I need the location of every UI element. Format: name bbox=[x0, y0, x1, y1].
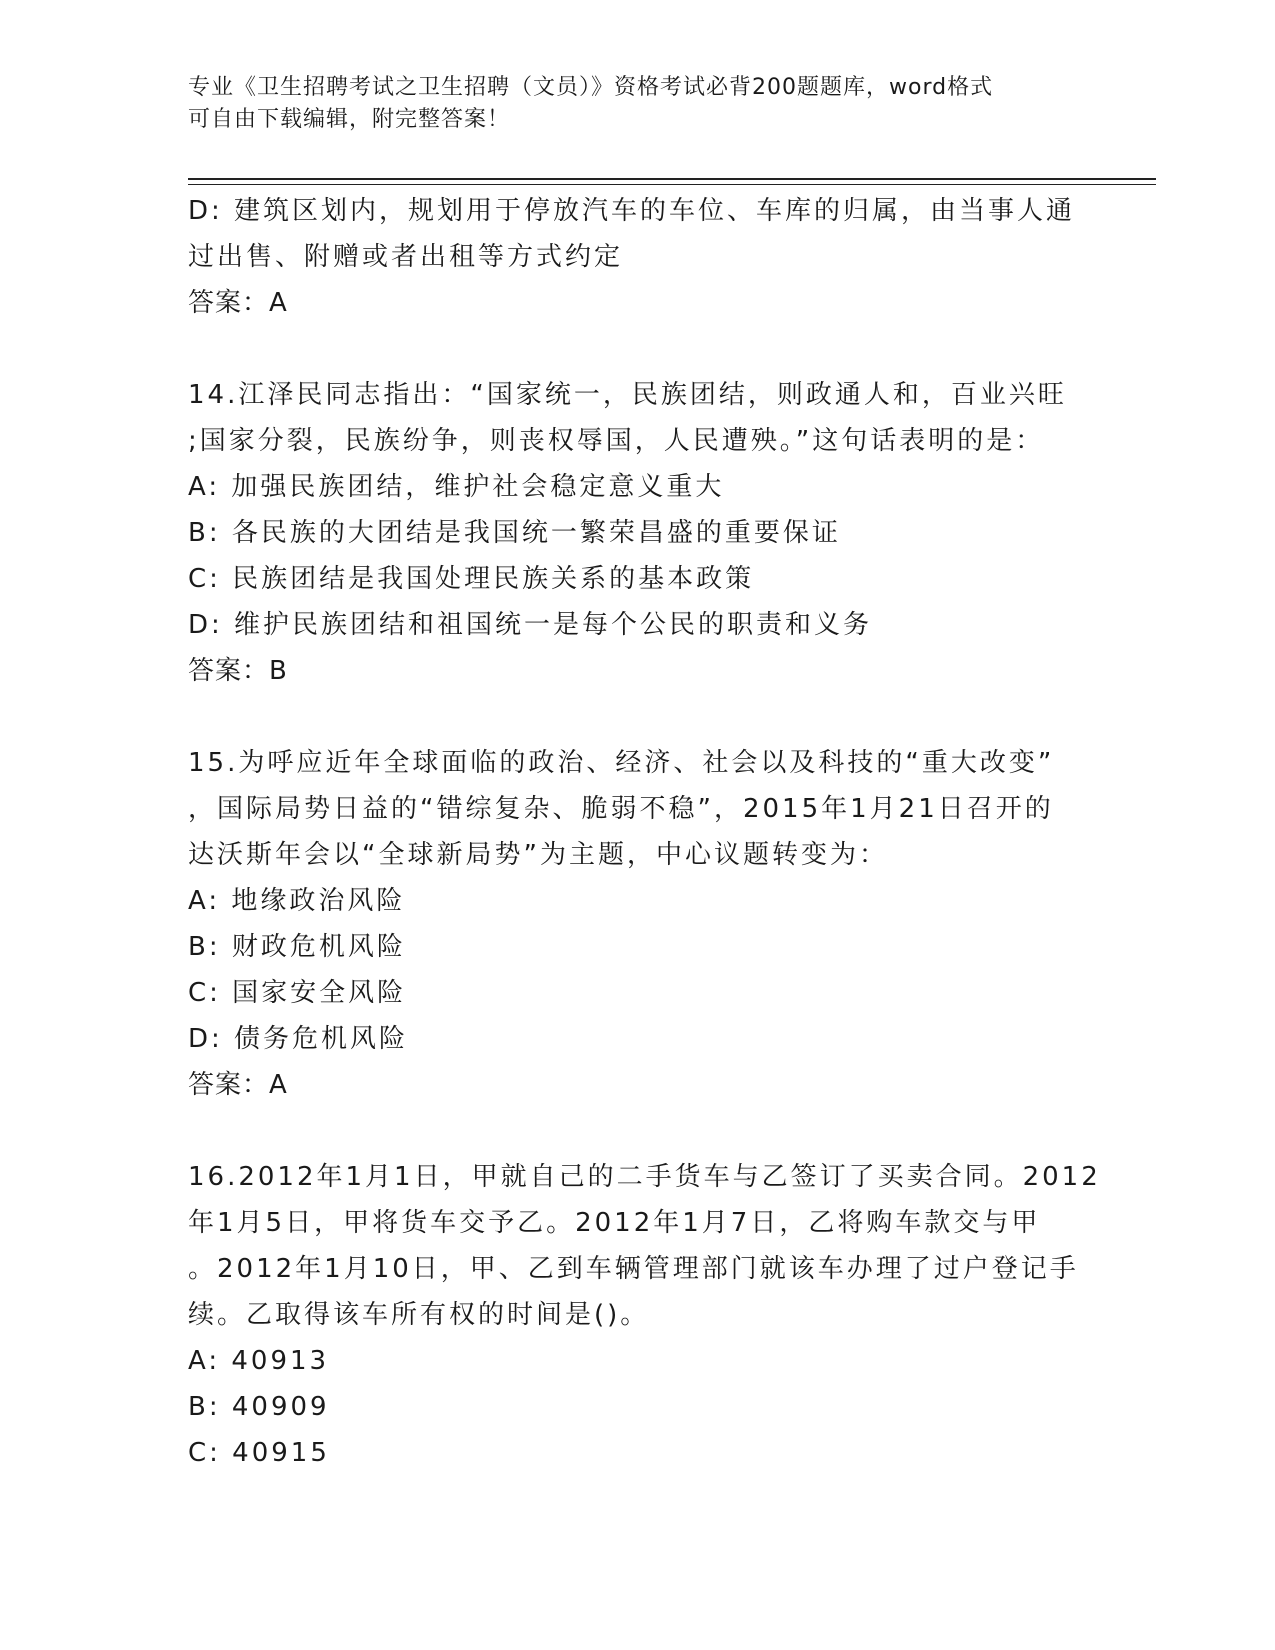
q16-option-c: C: 40915 bbox=[188, 1438, 330, 1468]
q15-stem-line-1: 15.为呼应近年全球面临的政治、经济、社会以及科技的“重大改变” bbox=[188, 748, 1055, 778]
q14-option-d: D: 维护民族团结和祖国统一是每个公民的职责和义务 bbox=[188, 610, 873, 640]
q16-stem-line-4: 续。乙取得该车所有权的时间是()。 bbox=[188, 1300, 650, 1330]
spacer bbox=[188, 1108, 1078, 1154]
q13-option-d-line-2: 过出售、附赠或者出租等方式约定 bbox=[188, 242, 624, 272]
q16-option-a: A: 40913 bbox=[188, 1346, 330, 1376]
question-16 bbox=[188, 1154, 1101, 1476]
header-title-line-1: 专业《卫生招聘考试之卫生招聘（文员）》资格考试必背200题题库，word格式 bbox=[188, 75, 994, 100]
header-divider-thick bbox=[188, 178, 1156, 180]
q14-stem-line-1: 14.江泽民同志指出：“国家统一，民族团结，则政通人和，百业兴旺 bbox=[188, 380, 1067, 410]
q15-stem-line-3: 达沃斯年会以“全球新局势”为主题，中心议题转变为： bbox=[188, 840, 888, 870]
q14-answer: 答案：B bbox=[188, 656, 288, 686]
q15-option-d: D: 债务危机风险 bbox=[188, 1024, 409, 1054]
header-title-line-2: 可自由下载编辑，附完整答案！ bbox=[188, 107, 511, 132]
spacer bbox=[188, 326, 1078, 372]
question-13 bbox=[188, 188, 1078, 326]
q15-option-b: B: 财政危机风险 bbox=[188, 932, 406, 962]
q16-option-b: B: 40909 bbox=[188, 1392, 330, 1422]
q14-option-a: A: 加强民族团结，维护社会稳定意义重大 bbox=[188, 472, 725, 502]
q14-option-b: B: 各民族的大团结是我国统一繁荣昌盛的重要保证 bbox=[188, 518, 841, 548]
header-divider-thin bbox=[188, 184, 1156, 185]
document-header bbox=[188, 72, 1088, 136]
q15-stem-line-2: ，国际局势日益的“错综复杂、脆弱不稳”，2015年1月21日召开的 bbox=[188, 794, 1054, 824]
q13-option-d-line-1: D: 建筑区划内，规划用于停放汽车的车位、车库的归属，由当事人通 bbox=[188, 196, 1076, 226]
q15-answer: 答案：A bbox=[188, 1070, 288, 1100]
q16-stem-line-2: 年1月5日，甲将货车交予乙。2012年1月7日，乙将购车款交与甲 bbox=[188, 1208, 1041, 1238]
q16-stem-line-3: 。2012年1月10日，甲、乙到车辆管理部门就该车办理了过户登记手 bbox=[188, 1254, 1079, 1284]
q16-stem-line-1: 16.2012年1月1日，甲就自己的二手货车与乙签订了买卖合同。2012 bbox=[188, 1162, 1101, 1192]
q15-option-c: C: 国家安全风险 bbox=[188, 978, 407, 1008]
spacer bbox=[188, 694, 1078, 740]
q13-answer: 答案：A bbox=[188, 288, 288, 318]
question-14 bbox=[188, 372, 1078, 694]
question-15 bbox=[188, 740, 1078, 1108]
q14-option-c: C: 民族团结是我国处理民族关系的基本政策 bbox=[188, 564, 755, 594]
q14-stem-line-2: ;国家分裂，民族纷争，则丧权辱国，人民遭殃。”这句话表明的是： bbox=[188, 426, 1045, 456]
question-list bbox=[188, 188, 1101, 1476]
q15-option-a: A: 地缘政治风险 bbox=[188, 886, 406, 916]
